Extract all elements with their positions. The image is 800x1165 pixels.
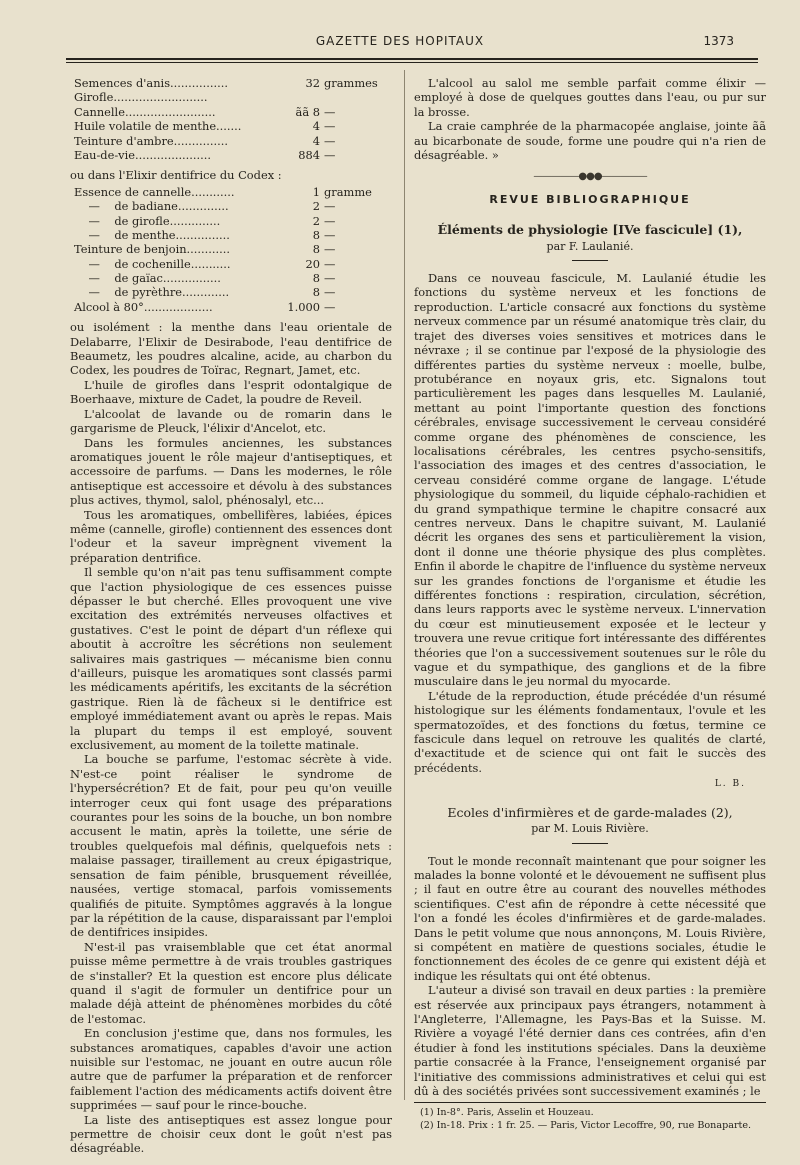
recipe-row: Essence de cannelle............ 1 gramme — [74, 184, 372, 199]
paragraph: ou isolément : la menthe dans l'eau orientale de Delabarre, l'Elixir de Desirabode, l'eau dentifrice de Beaumetz, les poudres alcaline, acide, au charbon du Codex, les poudres de Toïrac, Regnart, Jamet, etc. — [70, 320, 392, 378]
article-signature: L. B. — [714, 779, 746, 790]
paragraph: L'alcoolat de lavande ou de romarin dans le gargarisme de Pleuck, l'élixir d'Ancelot, etc. — [70, 406, 392, 436]
paragraph: En conclusion j'estime que, dans nos formules, les substances aromatiques, capables d'avoir une action nuisible sur l'estomac, ne jouant en outre aucun rôle autre que de parfumer la préparation et de renforcer faiblement l'action des médicaments actifs doivent être supprimées — sauf pour le rince-bouche. — [70, 1026, 392, 1113]
journal-title: GAZETTE DES HOPITAUX — [315, 34, 485, 48]
paragraph: Dans ce nouveau fascicule, M. Laulanié étudie les fonctions du système nerveux et les fonctions de reproduction. L'article consacré aux fonctions du système nerveux commence par un résumé anatomique très clair, du trajet des diverses voies sensitives et motrices dans le névraxe ; il se continue par l'exposé de la physiologie des différentes parties du système nerveux : moelle, bulbe, protubérance en noyaux gris, etc. Signalons tout particulièrement les pages dans lesquelles M. Laulanié, mettant au point l'importante question des fonctions cérébrales, envisage successivement le cerveau considéré comme organe des phénomènes de conscience, les localisations cérébrales, les centres psycho-sensitifs, l'association des images et des centres d'association, le cerveau considéré comme organe de langage. L'étude physiologique du sommeil, du liquide céphalo-rachidien et du grand sympathique termine le chapitre consacré aux centres nerveux. Dans le chapitre suivant, M. Laulanié décrit les organes des sens et particulièrement la vision, dont il donne une théorie physique des plus complètes. Enfin il aborde le chapitre de l'influence du système nerveux sur les grandes fonctions de l'organisme et étudie les différentes fonctions : respiration, circulation, sécrétion, dans leurs rapports avec le système nerveux. L'innervation du cœur est minutieusement exposée et le lecteur y trouvera une revue critique fort intéressante des différentes théories que l'on a successivement soutenues sur le rôle du vague et du sympathique, des ganglions et de la fibre musculaire dans le jeu normal du myocarde. — [414, 271, 766, 689]
recipe-row: — de cochenille........... 20 — — [74, 256, 336, 271]
recipe-row: Eau-de-vie..................... 884 — — [74, 147, 336, 162]
paragraph: Tout le monde reconnaît maintenant que pour soigner les malades la bonne volonté et le dévouement ne suffisent plus ; il faut en outre être au courant des nouvelles méthodes scientifiques. C'est afin de répondre à cette nécessité que l'on a fondé les écoles d'infirmières et de garde-malades. Dans le petit volume que nous annonçons, M. Louis Rivière, si compétent en matière de questions sociales, étudie le fonctionnement des écoles de ce genre qui existent déjà et indique les résultats qui ont été obtenus. — [414, 853, 766, 983]
recipe-row: — de gaïac................ 8 — — [74, 271, 336, 286]
paragraph: Tous les aromatiques, ombellifères, labiées, épices même (cannelle, girofle) contiennent des essences dont l'odeur et la saveur imprègnent vivement la préparation dentrifice. — [70, 507, 392, 565]
page-number: 1373 — [703, 34, 734, 48]
left-column — [70, 76, 392, 1156]
recipe-row: Girofle.......................... — [74, 90, 208, 105]
recipe-row: — de girofle.............. 2 — — [74, 213, 336, 228]
article-author: par F. Laulanié. — [546, 239, 634, 253]
page-header — [66, 34, 734, 56]
column-divider — [404, 70, 405, 1100]
right-column — [414, 76, 766, 1098]
footnote: (1) In-8°. Paris, Asselin et Houzeau. — [420, 1107, 594, 1118]
paragraph: La bouche se parfume, l'estomac sécrète à vide. N'est-ce point réaliser le syndrome de l'hypersécrétion? Et de fait, pour peu qu'on veuille interroger ceux qui font usage des préparations courantes pour les soins de la bouche, un bon nombre accusent le matin, après la toilette, une série de troubles quelquefois mal définis, quelquefois nets : malaise passager, tiraillement au creux épigastrique, sensation de faim pénible, brusquement réveillée, nausées, vertige stomacal, parfois vomissements qualifiés de pituite. Symptômes aggravés à la longue par la répétition de la cause, disparaissant par l'emploi de dentifrices insipides. — [70, 752, 392, 940]
recipe-intro: ou dans l'Elixir dentifrice du Codex : — [70, 168, 282, 183]
paragraph: Dans les formules anciennes, les substances aromatiques jouent le rôle majeur d'antiseptiques, et accessoire de parfums. — Dans les modernes, le rôle antiseptique est accessoire et dévolu à des substances plus actives, thymol, salol, phénosalyl, etc... — [70, 435, 392, 508]
recipe-row: Huile volatile de menthe....... 4 — — [74, 119, 336, 134]
paragraph: L'auteur a divisé son travail en deux parties : la première est réservée aux principaux pays étrangers, notamment à l'Angleterre, l'Allemagne, les Pays-Bas et la Suisse. M. Rivière a voyagé l'été dernier dans ces contrées, afin d'en étudier à fond les institutions spéciales. Dans la deuxième partie consacrée à la France, l'enseignement organisé par l'initiative des commissions administratives et celui qui est dû à des sociétés privées sont successivement examinés ; le — [414, 983, 766, 1098]
paragraph: L'alcool au salol me semble parfait comme élixir — employé à dose de quelques gouttes dans l'eau, ou pur sur la brosse. — [414, 76, 766, 119]
paragraph: L'huile de girofles dans l'esprit odontalgique de Boerhaave, mixture de Cadet, la poudre de Reveil. — [70, 377, 392, 407]
paragraph: La liste des antiseptiques est assez longue pour permettre de choisir ceux dont le goût n'est pas désagréable. — [70, 1112, 392, 1156]
footnotes — [414, 1102, 766, 1132]
recipe-row: — de pyrèthre............. 8 — — [74, 285, 336, 300]
recipe-row: — de menthe............... 8 — — [74, 227, 336, 242]
recipe-row: Teinture d'ambre............... 4 — — [74, 133, 336, 148]
paragraph: N'est-il pas vraisemblable que cet état anormal puisse même permettre à de vrais troubles gastriques de s'installer? Et la question est encore plus délicate quand il s'agit de formuler un dentifrice pour un malade déjà atteint de phénomènes morbides du côté de l'estomac. — [70, 939, 392, 1026]
recipe-row: — de badiane.............. 2 — — [74, 199, 336, 214]
recipe-anise-elixir — [70, 76, 392, 162]
header-rule — [66, 58, 758, 60]
header-rule-thin — [66, 62, 758, 63]
article-title: Éléments de physiologie [IVe fascicule] (1), — [437, 222, 743, 238]
recipe-row: Alcool à 80°................... 1.000 — — [74, 299, 336, 314]
section-title: REVUE BIBLIOGRAPHIQUE — [489, 192, 691, 206]
recipe-row: Teinture de benjoin............ 8 — — [74, 242, 336, 257]
paragraph: Il semble qu'on n'ait pas tenu suffisamment compte que l'action physiologique de ces essences puisse dépasser le but cherché. Elles provoquent une vive excitation des extrémités nerveuses olfactives et gustatives. C'est le point de départ d'un réflexe qui aboutit à accroître les sécrétions non seulement salivaires mais gastriques — mécanisme bien connu d'ailleurs, puisque les aromatiques sont classés parmi les médicaments apéritifs, les excitants de la sécrétion gastrique. Rien là de fâcheux si le dentifrice est employé immédiatement avant ou après le repas. Mais la plupart du temps il est employé, souvent exclusivement, au moment de la toilette matinale. — [70, 565, 392, 753]
article-author: par M. Louis Rivière. — [531, 822, 649, 836]
ornament-divider: —————●●●————— — [533, 171, 647, 183]
recipe-codex-elixir — [70, 185, 392, 315]
article-title: Ecoles d'infirmières et de garde-malades (2), — [447, 804, 733, 820]
footnote: (2) In-18. Prix : 1 fr. 25. — Paris, Victor Lecoffre, 90, rue Bonaparte. — [420, 1120, 752, 1131]
footnote-rule — [414, 1102, 766, 1103]
recipe-row: Cannelle......................... ãã 8 — — [74, 104, 336, 119]
paragraph: La craie camphrée de la pharmacopée anglaise, jointe ãã au bicarbonate de soude, forme une poudre qui n'a rien de désagréable. » — [414, 119, 766, 163]
paragraph: L'étude de la reproduction, étude précédée d'un résumé histologique sur les éléments fondamentaux, l'ovule et les spermatozoïdes, et des fonctions du fœtus, termine ce fascicule dans lequel on retrouve les qualités de clarté, d'exactitude et de science qui ont fait le succès des précédents. — [414, 688, 766, 775]
title-rule — [572, 843, 608, 844]
title-rule — [572, 260, 608, 261]
recipe-row: Semences d'anis................ 32 grammes — [74, 76, 378, 90]
